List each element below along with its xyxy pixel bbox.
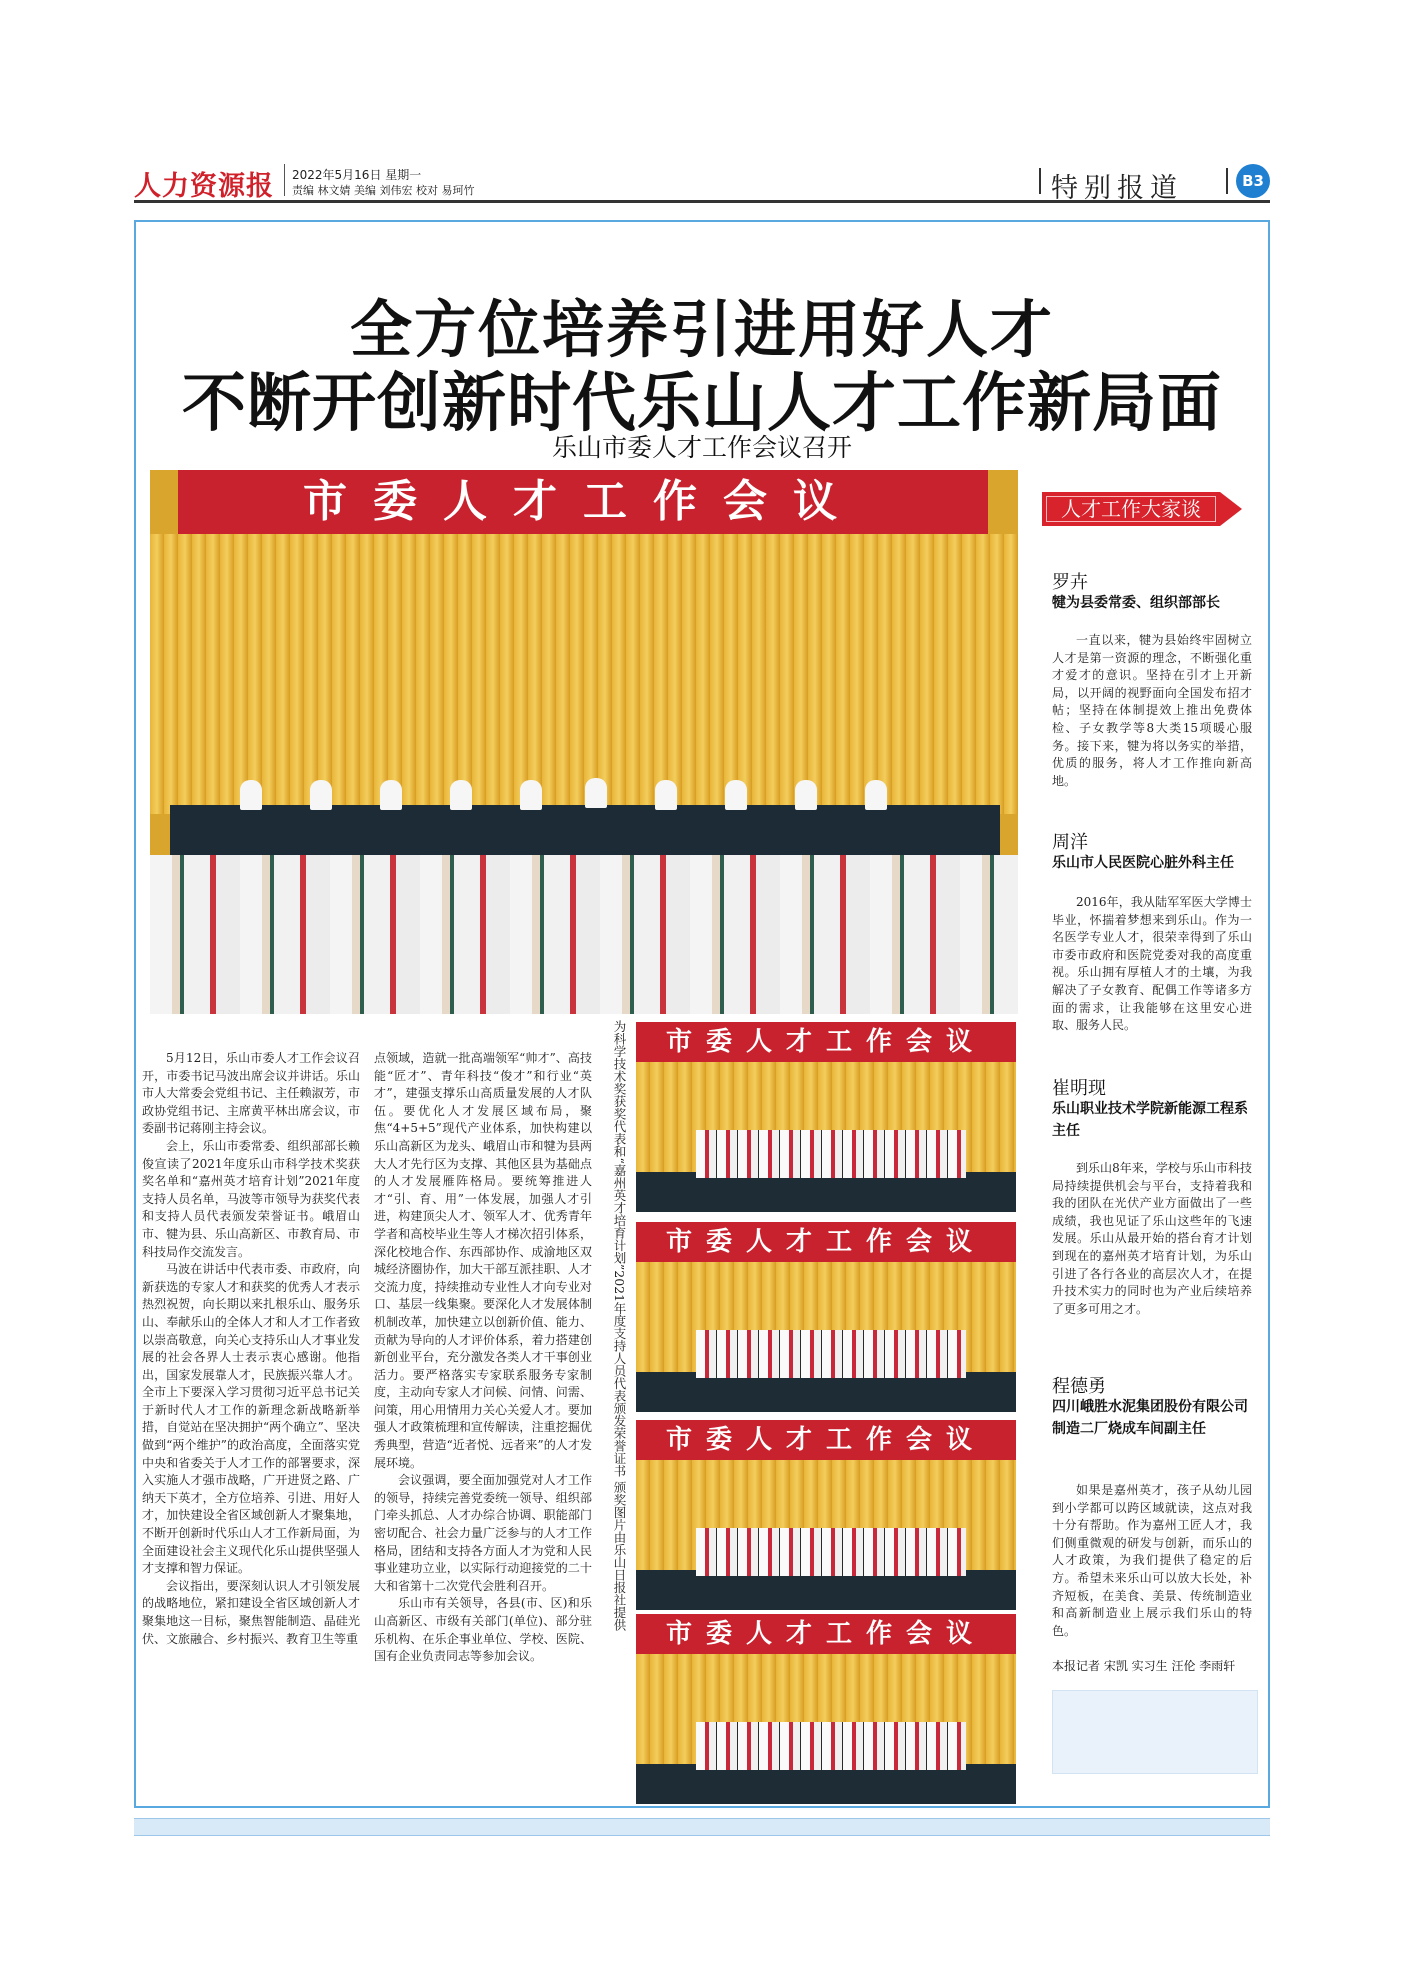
qr-code-placeholder bbox=[1052, 1690, 1258, 1774]
masthead-divider bbox=[284, 164, 285, 196]
section-bar-left bbox=[1039, 168, 1041, 194]
photo-banner: 市委人才工作会议 bbox=[636, 1222, 1016, 1262]
interviewee-role: 乐山职业技术学院新能源工程系主任 bbox=[1052, 1101, 1248, 1139]
main-photo bbox=[150, 470, 1018, 1014]
issue-date: 2022年5月16日 星期一 bbox=[292, 168, 422, 182]
article-column-2 bbox=[374, 1050, 592, 1666]
stage-floor bbox=[636, 1570, 1016, 1610]
subheadline: 乐山市委人才工作会议召开 bbox=[551, 433, 852, 462]
rostrum-person bbox=[725, 780, 747, 810]
article-paragraph: 会上，乐山市委常委、组织部部长赖俊宣读了2021年度乐山市科学技术奖获奖名单和“嘉州英才培育计划”2021年度支持人员名单，马波等市领导为获奖代表和支持人员代表颁发荣誉证书。峨眉山市、犍为县、乐山高新区、市教育局、市科技局作交流发言。 bbox=[142, 1138, 360, 1259]
photo-banner: 市委人才工作会议 bbox=[636, 1614, 1016, 1654]
interviewee-role: 四川峨胜水泥集团股份有限公司制造二厂烧成车间副主任 bbox=[1052, 1399, 1248, 1437]
sidebar-tag-arrow-icon bbox=[1220, 492, 1242, 526]
interviewee-quote: 2016年，我从陆军军医大学博士毕业，怀揣着梦想来到乐山。作为一名医学专业人才，很荣幸得到了乐山市委市政府和医院党委对我的高度重视。乐山拥有厚植人才的土壤，为我解决了子女教育、配偶工作等诸多方面的需求，让我能够在这里安心进取、服务人民。 bbox=[1052, 895, 1252, 1033]
awardee-row bbox=[696, 1130, 966, 1178]
article-paragraph: 会议指出，要深刻认识人才引领发展的战略地位，紧扣建设全省区域创新人才聚集地这一目标，聚焦智能制造、晶硅光伏、文旅融合、乡村振兴、教育卫生等重 bbox=[142, 1578, 360, 1646]
frame-footer-band bbox=[134, 1818, 1270, 1836]
photo-caption-vertical: 为科学技术奖获奖代表和“嘉州英才培育计划”2021年度支持人员代表颁发荣誉证书 颁奖图片由乐山日报社提供 bbox=[612, 1020, 627, 1632]
interviewee-quote: 到乐山8年来，学校与乐山市科技局持续提供机会与平台，支持着我和我的团队在光伏产业方面做出了一些成绩，我也见证了乐山这些年的飞速发展。乐山从最开始的搭台育才计划到现在的嘉州英才培育计划，为乐山引进了各行各业的高层次人才，在提升技术实力的同时也为产业后续培养了更多可用之才。 bbox=[1052, 1161, 1252, 1316]
editor-credits: 责编 林文婧 美编 刘伟宏 校对 易珂竹 bbox=[292, 184, 475, 197]
sidebar-tag: 人才工作大家谈 bbox=[1042, 492, 1220, 526]
stage-floor bbox=[636, 1764, 1016, 1804]
masthead bbox=[134, 150, 1270, 203]
rostrum-person bbox=[520, 780, 542, 810]
stage-floor bbox=[636, 1372, 1016, 1412]
interviewee-quote: 一直以来，犍为县始终牢固树立人才是第一资源的理念，不断强化重才爱才的意识。坚持在引才上开新局，以开阔的视野面向全国发布招才帖；坚持在体制提效上推出免费体检、子女教学等8大类15项暖心服务。接下来，犍为将以务实的举措，优质的服务，将人才工作推向新高地。 bbox=[1052, 633, 1252, 788]
reporter-credit: 本报记者 宋凯 实习生 汪伦 李雨轩 bbox=[1052, 1659, 1236, 1673]
audience-crowd bbox=[150, 855, 1018, 1014]
photo-banner: 市委人才工作会议 bbox=[636, 1022, 1016, 1062]
rostrum-person bbox=[865, 780, 887, 810]
rostrum-person bbox=[240, 780, 262, 810]
rostrum-person bbox=[380, 780, 402, 810]
stage-floor bbox=[636, 1172, 1016, 1212]
interviewee-name: 程德勇 bbox=[1052, 1376, 1106, 1397]
newspaper-logo: 人力资源报 bbox=[134, 171, 274, 202]
article-paragraph: 马波在讲话中代表市委、市政府，向新获选的专家人才和获奖的优秀人才表示热烈祝贺，向长期以来扎根乐山、服务乐山、奉献乐山的全体人才和人才工作者致以崇高敬意，向关心支持乐山人才事业发展的社会各界人士表示衷心感谢。他指出，国家发展靠人才，民族振兴靠人才。全市上下要深入学习贯彻习近平总书记关于新时代人才工作的新理念新战略新举措，自觉站在坚决拥护“两个确立”、坚决做到“两个维护”的政治高度，全面落实党中央和省委关于人才工作的部署要求，深入实施人才强市战略，广开进贤之路、广纳天下英才，全方位培养、引进、用好人才，加快建设全省区域创新人才聚集地，不断开创新时代乐山人才工作新局面，为全面建设社会主义现代化乐山提供坚强人才支撑和智力保证。 bbox=[142, 1262, 360, 1576]
awardee-row bbox=[696, 1330, 966, 1378]
page-number-badge: B3 bbox=[1236, 164, 1270, 198]
interviewee-name: 罗卉 bbox=[1052, 572, 1088, 593]
photo-banner: 市委人才工作会议 bbox=[178, 470, 988, 534]
article-paragraph: 乐山市有关领导，各县(市、区)和乐山高新区、市级有关部门(单位)、部分驻乐机构、在乐企事业单位、学校、医院、国有企业负责同志等参加会议。 bbox=[374, 1596, 592, 1664]
award-photo-3 bbox=[636, 1420, 1016, 1610]
article-paragraph: 会议强调，要全面加强党对人才工作的领导，持续完善党委统一领导、组织部门牵头抓总、人才办综合协调、职能部门密切配合、社会力量广泛参与的人才工作格局，团结和支持各方面人才为党和人民事业建功立业，以实际行动迎接党的二十大和省第十二次党代会胜利召开。 bbox=[374, 1473, 592, 1593]
interviewee-role: 乐山市人民医院心脏外科主任 bbox=[1052, 855, 1234, 871]
awardee-row bbox=[696, 1528, 966, 1576]
photo-banner: 市委人才工作会议 bbox=[636, 1420, 1016, 1460]
awardee-row bbox=[696, 1722, 966, 1770]
section-name: 特别报道 bbox=[1051, 173, 1183, 204]
article-paragraph: 5月12日，乐山市委人才工作会议召开，市委书记马波出席会议并讲话。乐山市人大常委会党组书记、主任赖淑芳，市政协党组书记、主席黄平林出席会议，市委副书记蒋刚主持会议。 bbox=[142, 1051, 360, 1136]
rostrum-person bbox=[655, 780, 677, 810]
headline-line-1: 全方位培养引进用好人才 bbox=[349, 293, 1054, 366]
rostrum-person bbox=[310, 780, 332, 810]
interviewee-name: 崔明现 bbox=[1052, 1078, 1106, 1099]
sidebar-tag-outline bbox=[1046, 496, 1216, 522]
article-paragraph: 点领域，造就一批高端领军“帅才”、高技能“匠才”、青年科技“俊才”和行业“英才”，建强支撑乐山高质量发展的人才队伍。要优化人才发展区域布局，聚焦“4+5+5”现代产业体系，加快构建以乐山高新区为龙头、峨眉山市和犍为县两大人才先行区为支撑、其他区县为基础点的人才发展雁阵格局。要统筹推进人才“引、育、用”一体发展，加强人才引进，构建顶尖人才、领军人才、优秀青年学者和高校毕业生等人才梯次招引体系，深化校地合作、东西部协作、成渝地区双城经济圈协作，加大干部互派挂职、人才交流力度，持续推动专业性人才向专业对口、基层一线集聚。要深化人才发展体制机制改革，加快建立以创新价值、能力、贡献为导向的人才评价体系，着力搭建创新创业平台，充分激发各类人才干事创业活力。要严格落实专家联系服务专家制度，主动向专家人才问候、问情、问需、问策，用心用情用力关心关爱人才。要加强人才政策梳理和宣传解读，注重挖掘优秀典型，营造“近者悦、远者来”的人才发展环境。 bbox=[374, 1051, 592, 1470]
rostrum-person bbox=[795, 780, 817, 810]
rostrum-table bbox=[170, 805, 1000, 855]
award-photo-2 bbox=[636, 1222, 1016, 1412]
award-photo-1 bbox=[636, 1022, 1016, 1212]
rostrum-person bbox=[585, 778, 607, 808]
stage-curtain bbox=[150, 534, 1018, 814]
section-bar-right bbox=[1226, 168, 1228, 194]
article-column-1 bbox=[142, 1050, 360, 1648]
interviewee-role: 犍为县委常委、组织部部长 bbox=[1052, 595, 1220, 611]
headline-line-2: 不断开创新时代乐山人才工作新局面 bbox=[182, 367, 1222, 441]
rostrum-person bbox=[450, 780, 472, 810]
award-photo-4 bbox=[636, 1614, 1016, 1804]
interviewee-quote: 如果是嘉州英才，孩子从幼儿园到小学都可以跨区域就读，这点对我十分有帮助。作为嘉州工匠人才，我们侧重微观的研发与创新，而乐山的人才政策，为我们提供了稳定的后方。希望未来乐山可以放大长处，补齐短板，在美食、美景、传统制造业和高新制造业上展示我们乐山的特色。 bbox=[1052, 1483, 1252, 1638]
interviewee-name: 周洋 bbox=[1052, 832, 1088, 853]
